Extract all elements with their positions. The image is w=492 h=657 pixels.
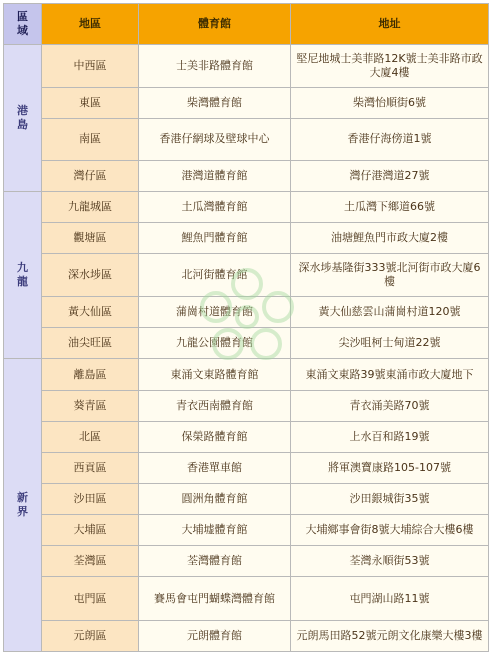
venue-cell: 賽馬會屯門蝴蝶灣體育館 [139, 577, 291, 620]
district-cell: 九龍城區 [42, 191, 139, 222]
venue-table [3, 3, 489, 652]
district-cell: 元朗區 [42, 620, 139, 651]
district-cell: 油尖旺區 [42, 328, 139, 359]
table-row [4, 328, 489, 359]
table-row [4, 297, 489, 328]
district-cell: 大埔區 [42, 515, 139, 546]
district-cell: 觀塘區 [42, 222, 139, 253]
district-cell: 南區 [42, 119, 139, 160]
table-row [4, 253, 489, 296]
venue-cell: 士美非路體育館 [139, 45, 291, 88]
address-cell: 大埔鄉事會街8號大埔綜合大樓6樓 [291, 515, 489, 546]
district-cell: 東區 [42, 88, 139, 119]
district-cell: 離島區 [42, 359, 139, 390]
district-cell: 北區 [42, 421, 139, 452]
venue-cell: 元朗體育館 [139, 620, 291, 651]
venue-cell: 香港單車館 [139, 452, 291, 483]
address-cell: 青衣涌美路70號 [291, 390, 489, 421]
district-cell: 西貢區 [42, 452, 139, 483]
address-cell: 香港仔海傍道1號 [291, 119, 489, 160]
venue-cell: 鯉魚門體育館 [139, 222, 291, 253]
table-row [4, 222, 489, 253]
table-row [4, 484, 489, 515]
district-cell: 灣仔區 [42, 160, 139, 191]
table-row [4, 160, 489, 191]
venue-cell: 北河街體育館 [139, 253, 291, 296]
address-cell: 東涌文東路39號東涌市政大廈地下 [291, 359, 489, 390]
header-district: 地區 [42, 4, 139, 45]
venue-cell: 青衣西南體育館 [139, 390, 291, 421]
address-cell: 土瓜灣下鄉道66號 [291, 191, 489, 222]
address-cell: 柴灣怡順街6號 [291, 88, 489, 119]
address-cell: 尖沙咀柯士甸道22號 [291, 328, 489, 359]
table-row [4, 515, 489, 546]
address-cell: 堅尼地城士美菲路12K號士美非路市政大廈4樓 [291, 45, 489, 88]
venue-cell: 港灣道體育館 [139, 160, 291, 191]
address-cell: 黃大仙慈雲山蒲崗村道120號 [291, 297, 489, 328]
address-cell: 沙田銀城街35號 [291, 484, 489, 515]
venue-cell: 大埔墟體育館 [139, 515, 291, 546]
table-row [4, 452, 489, 483]
table-row [4, 546, 489, 577]
venue-cell: 柴灣體育館 [139, 88, 291, 119]
district-cell: 葵青區 [42, 390, 139, 421]
district-cell: 黃大仙區 [42, 297, 139, 328]
address-cell: 屯門湖山路11號 [291, 577, 489, 620]
table-row [4, 88, 489, 119]
venue-cell: 東涌文東路體育館 [139, 359, 291, 390]
district-cell: 中西區 [42, 45, 139, 88]
venue-cell: 香港仔網球及壁球中心 [139, 119, 291, 160]
address-cell: 將軍澳寶康路105-107號 [291, 452, 489, 483]
table-header-row [4, 4, 489, 45]
header-address: 地址 [291, 4, 489, 45]
table-row [4, 620, 489, 651]
address-cell: 油塘鯉魚門市政大廈2樓 [291, 222, 489, 253]
district-cell: 沙田區 [42, 484, 139, 515]
address-cell: 元朗馬田路52號元朗文化康樂大樓3樓 [291, 620, 489, 651]
address-cell: 灣仔港灣道27號 [291, 160, 489, 191]
venue-cell: 圓洲角體育館 [139, 484, 291, 515]
table-row [4, 119, 489, 160]
table-row [4, 359, 489, 390]
venue-cell: 保榮路體育館 [139, 421, 291, 452]
address-cell: 上水百和路19號 [291, 421, 489, 452]
district-cell: 屯門區 [42, 577, 139, 620]
address-cell: 荃灣永順街53號 [291, 546, 489, 577]
table-row [4, 421, 489, 452]
region-cell-hk-island: 港島 [4, 45, 42, 192]
venue-cell: 九龍公園體育館 [139, 328, 291, 359]
district-cell: 深水埗區 [42, 253, 139, 296]
venue-cell: 土瓜灣體育館 [139, 191, 291, 222]
header-region: 區域 [4, 4, 42, 45]
table-row [4, 191, 489, 222]
header-venue: 體育館 [139, 4, 291, 45]
venue-cell: 蒲崗村道體育館 [139, 297, 291, 328]
table-row [4, 390, 489, 421]
region-cell-kowloon: 九龍 [4, 191, 42, 359]
address-cell: 深水埗基隆街333號北河街市政大廈6樓 [291, 253, 489, 296]
region-cell-new-territories: 新界 [4, 359, 42, 652]
table-row [4, 45, 489, 88]
table-row [4, 577, 489, 620]
venue-cell: 荃灣體育館 [139, 546, 291, 577]
district-cell: 荃灣區 [42, 546, 139, 577]
